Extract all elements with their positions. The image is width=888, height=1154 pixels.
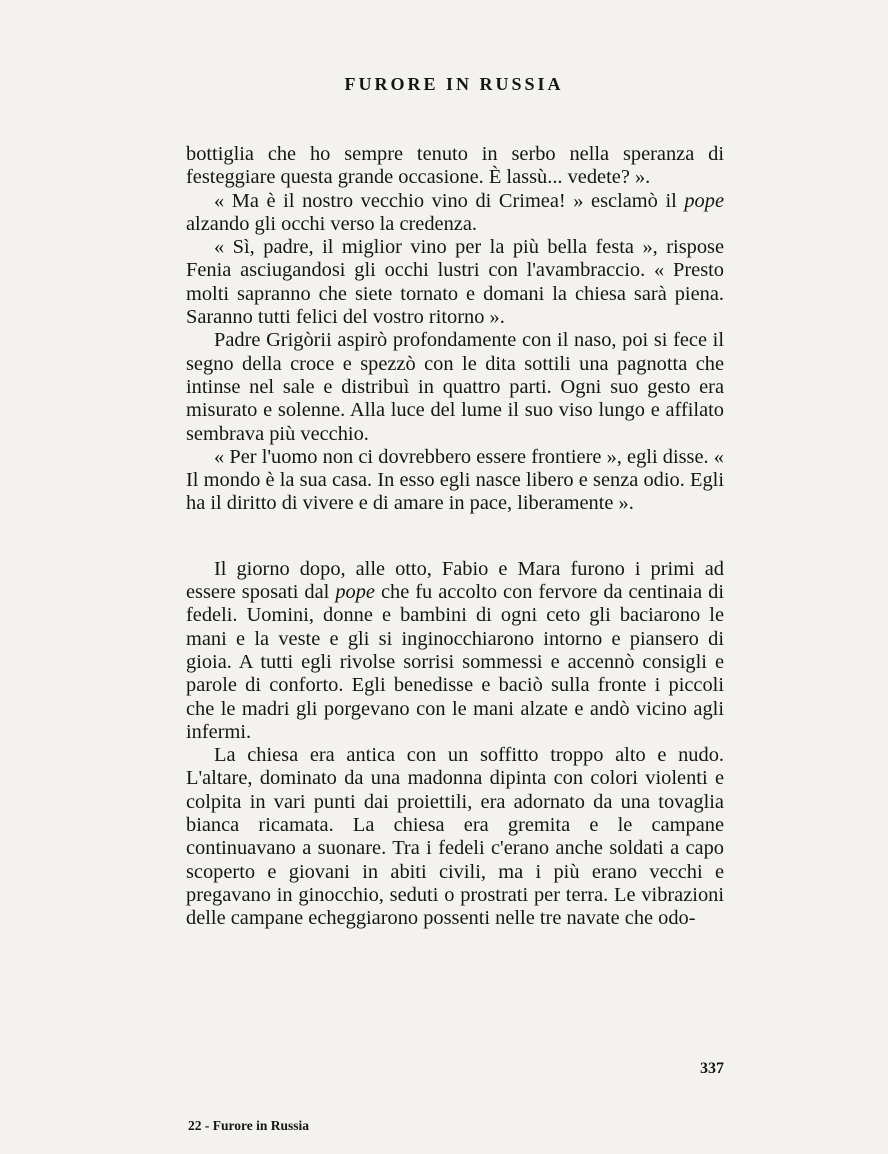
italic-term: pope bbox=[335, 581, 375, 604]
text-run: « Sì, padre, il miglior vino per la più bella festa », rispose Fenia asciugandosi gli occhi lustri con l'avambraccio. « Presto molti sapranno che siete tornato e domani la chiesa sarà piena. Saranno tutti felici del vostro ritorno ». bbox=[186, 236, 724, 329]
paragraph bbox=[186, 190, 724, 237]
signature-line: 22 - Furore in Russia bbox=[188, 1118, 310, 1133]
text-run: che fu accolto con fervore da centinaia di fedeli. Uomini, donne e bambini di ogni ceto gli baciarono le mani e la veste e gli si inginocchiarono intorno e piansero di gioia. A tutti egli rivolse sorrisi sommessi e accennò consigli e parole di conforto. Egli benedisse e baciò sulla fronte i piccoli che le madri gli porgevano con le mani alzate e andò vicino agli infermi. bbox=[186, 581, 724, 743]
body-text bbox=[186, 143, 724, 931]
paragraph bbox=[186, 558, 724, 744]
text-run: Il giorno dopo, alle otto, Fabio e Mara furono i primi ad essere sposati dal bbox=[186, 557, 724, 604]
page-number: 337 bbox=[700, 1060, 724, 1077]
text-run: « Per l'uomo non ci dovrebbero essere frontiere », egli disse. « Il mondo è la sua casa. In esso egli nasce libero e senza odio. Egli ha il diritto di vivere e di amare in pace, liberamente ». bbox=[186, 445, 724, 515]
running-head: FURORE IN RUSSIA bbox=[344, 74, 564, 94]
text-run: Padre Grigòrii aspirò profondamente con il naso, poi si fece il segno della croce e spezzò con le dita sottili una pagnotta che intinse nel sale e distribuì in quattro parti. Ogni suo gesto era misurato e solenne. Alla luce del lume il suo viso lungo e affilato sembrava più vecchio. bbox=[186, 329, 724, 445]
paragraph bbox=[186, 446, 724, 516]
text-run: La chiesa era antica con un soffitto troppo alto e nudo. L'altare, dominato da una madonna dipinta con colori violenti e colpita in vari punti dai proiettili, era adornato da una tovaglia bianca ricamata. La chiesa era gremita e le campane continuavano a suonare. Tra i fedeli c'erano anche soldati a capo scoperto e giovani in abiti civili, ma i più erano vecchi e pregavano in ginocchio, seduti o prostrati per terra. Le vibrazioni delle campane echeggiarono possenti nelle tre navate che odo- bbox=[186, 744, 724, 930]
paragraph bbox=[186, 143, 724, 190]
italic-term: pope bbox=[684, 189, 724, 212]
text-run: « Ma è il nostro vecchio vino di Crimea! » esclamò il bbox=[214, 189, 685, 212]
text-run: alzando gli occhi verso la credenza. bbox=[186, 212, 477, 235]
paragraph bbox=[186, 329, 724, 445]
text-run: bottiglia che ho sempre tenuto in serbo nella speranza di festeggiare questa grande occasione. È lassù... vedete? ». bbox=[186, 143, 724, 189]
paragraph bbox=[186, 744, 724, 930]
paragraph bbox=[186, 236, 724, 329]
